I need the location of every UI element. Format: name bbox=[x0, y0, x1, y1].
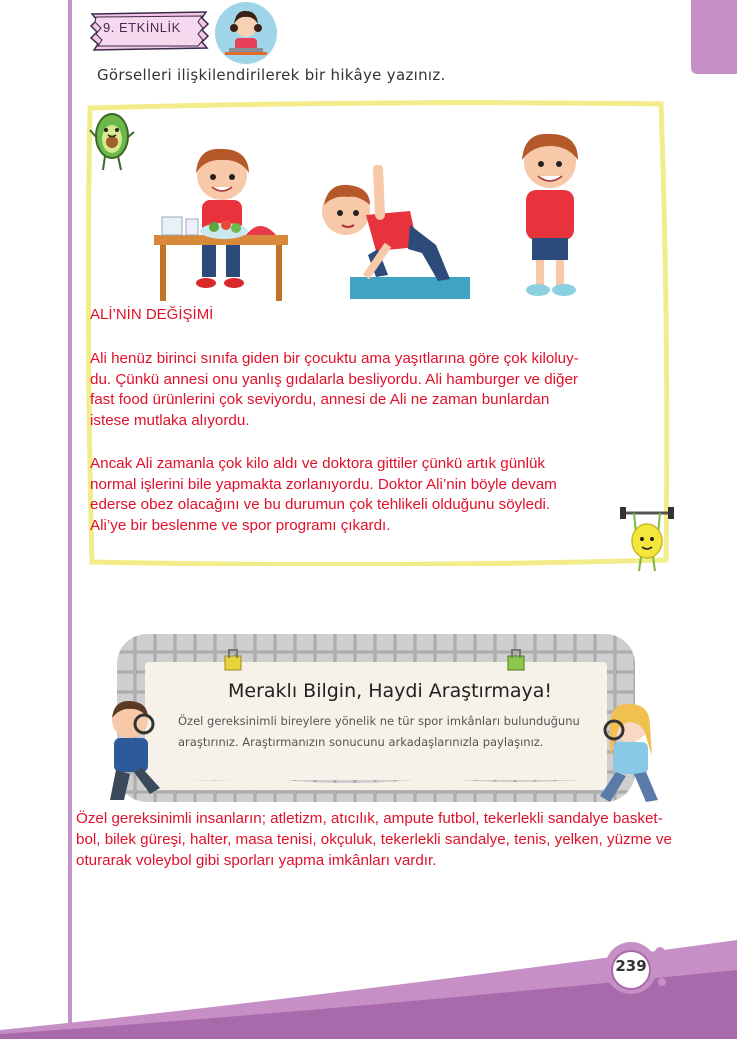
research-body bbox=[178, 711, 598, 753]
student-avatar bbox=[215, 2, 277, 64]
page-number: 239 bbox=[615, 957, 647, 975]
text-line: Ali henüz birinci sınıfa giden bir çocuktu ama yaşıtlarına göre çok kiloluy- bbox=[90, 350, 579, 367]
text-line: Ali’ye bir beslenme ve spor programı çıkardı. bbox=[90, 516, 391, 534]
boy-eating-illustration bbox=[150, 145, 292, 303]
avocado-mascot-icon bbox=[88, 108, 136, 174]
lemon-weightlift-icon bbox=[620, 505, 674, 573]
bottom-wave-decoration bbox=[0, 930, 737, 1039]
text-line: araştırınız. Araştırmanızın sonucunu arkadaşlarınızla paylaşınız. bbox=[178, 735, 544, 749]
boy-stretching-illustration bbox=[318, 165, 470, 300]
paperclip-icon bbox=[505, 648, 527, 672]
research-answer bbox=[76, 808, 726, 871]
text-line: Özel gereksinimli bireylere yönelik ne tür spor imkânları bulunduğunu bbox=[178, 714, 580, 728]
boy-standing-illustration bbox=[510, 130, 590, 300]
story-paragraph-1 bbox=[90, 349, 630, 431]
story-title: ALİ’NİN DEĞİŞİMİ bbox=[90, 306, 214, 323]
corner-tab bbox=[691, 0, 737, 74]
text-line: du. Çünkü annesi onu yanlış gıdalarla besliyordu. Ali hamburger ve diğer bbox=[90, 370, 578, 388]
activity-label: 9. ETKİNLİK bbox=[103, 20, 181, 35]
text-line: Özel gereksinimli insanların; atletizm, atıcılık, ampute futbol, tekerlekli sandalye basket- bbox=[76, 810, 663, 827]
research-title: Meraklı Bilgin, Haydi Araştırmaya! bbox=[228, 680, 552, 702]
text-line: istese mutlaka alıyordu. bbox=[90, 411, 250, 429]
girl-reading-icon bbox=[215, 2, 277, 64]
paperclip-icon bbox=[222, 648, 244, 672]
text-line: fast food ürünlerini çok seviyordu, annesi de Ali ne zaman bunlardan bbox=[90, 391, 550, 408]
text-line: Ancak Ali zamanla çok kilo aldı ve doktora gittiler çünkü artık günlük bbox=[90, 455, 546, 472]
story-paragraph-2 bbox=[90, 454, 630, 536]
text-line: normal işlerini bile yapmakta zorlanıyordu. Doktor Ali’nin böyle devam bbox=[90, 475, 557, 493]
left-margin-strip bbox=[0, 0, 72, 1039]
text-line: bol, bilek güreşi, halter, masa tenisi, okçuluk, tekerlekli sandalye, tenis, yelken, yüzme ve bbox=[76, 831, 672, 848]
boy-magnifier-icon bbox=[100, 698, 170, 808]
activity-instruction: Görselleri ilişkilendirilerek bir hikâye yazınız. bbox=[97, 66, 446, 84]
text-line: oturarak voleybol gibi sporları yapma imkânları vardır. bbox=[76, 852, 437, 869]
girl-magnifier-icon bbox=[590, 700, 662, 810]
text-line: ederse obez olacağını ve bu durumun çok tehlikeli olduğunu söyledi. bbox=[90, 496, 551, 513]
